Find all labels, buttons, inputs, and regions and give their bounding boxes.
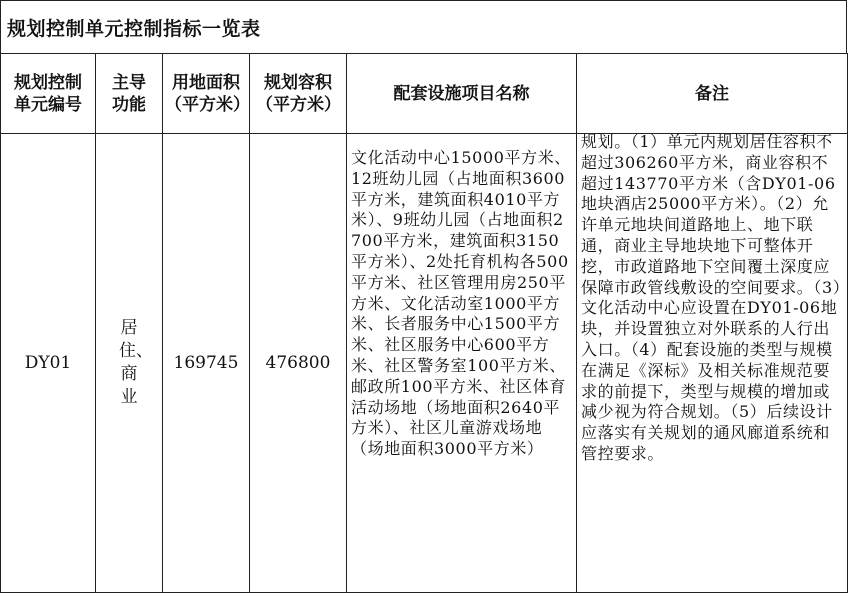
header-unit-code [1, 54, 96, 134]
header-facilities: 配套设施项目名称 [347, 54, 577, 134]
cell-remarks-text: 规划。（1）单元内规划居住容积不超过306260平方米，商业容积不超过143770平方米（含DY01-06地块酒店25000平方米）。（2）允许单元地块间道路地上、地下联通，商业主导地块地下可整体开挖，市政道路地下空间覆土深度应保障市政管线敷设的空间要求。（3）文化活动中心应设置在DY01-06地块，并设置独立对外联系的人行出入口。（4）配套设施的类型与规模在满足《深标》及相关标准规范要求的前提下，类型与规模的增加或减少视为符合规划。（5）后续设计应落实有关规划的通风廊道系统和管控要求。 [581, 132, 842, 463]
header-remarks: 备注 [577, 54, 848, 134]
cell-main-function [96, 134, 163, 593]
header-unit-code-text: 规划控制单元编号 [14, 72, 82, 115]
header-land-area [163, 54, 250, 134]
table-title: 规划控制单元控制指标一览表 [7, 18, 261, 40]
table-title-row [0, 0, 847, 53]
cell-main-function-text: 居住、商业 [119, 318, 153, 407]
header-main-function [96, 54, 163, 134]
control-index-table [0, 53, 848, 593]
table-header-row [1, 54, 848, 134]
header-main-function-text: 主导功能 [112, 72, 146, 115]
cell-facilities [347, 134, 577, 593]
cell-facilities-text: 文化活动中心15000平方米、12班幼儿园（占地面积3600平方米，建筑面积4010平方米）、9班幼儿园（占地面积2700平方米，建筑面积3150平方米）、2处托育机构各500平方米、社区管理用房250平方米、文化活动室1000平方米、长者服务中心1500平方米、社区服务中心600平方米、社区警务室100平方米、邮政所100平方米、社区体育活动场地（场地面积2640平方米）、社区儿童游戏场地（场地面积3000平方米） [351, 148, 571, 459]
table-row [1, 134, 848, 593]
header-planned-floor-area-text: 规划容积（平方米） [256, 72, 341, 115]
cell-remarks [577, 134, 848, 593]
header-planned-floor-area [250, 54, 347, 134]
header-land-area-text: 用地面积（平方米） [165, 72, 250, 115]
cell-unit-code: DY01 [1, 134, 96, 593]
cell-planned-floor-area: 476800 [250, 134, 347, 593]
cell-land-area: 169745 [163, 134, 250, 593]
